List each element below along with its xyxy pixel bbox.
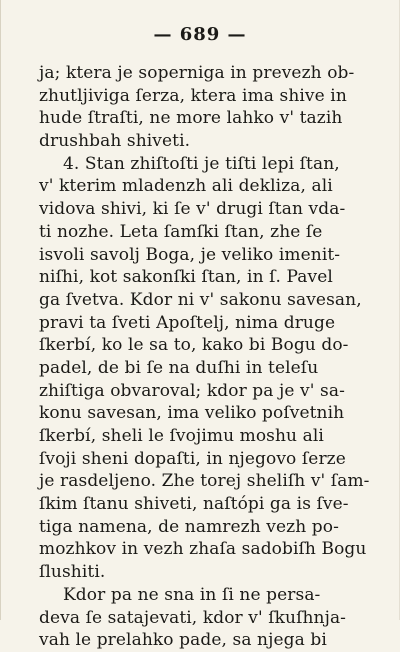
text-line: tiga namena, de namrezh vezh po- [39, 516, 339, 537]
paragraph-start-line: 4. Stan zhiſtoſti je tiſti lepi ſtan, [63, 153, 340, 174]
text-line: vidova shivi, ki ſe v' drugi ſtan vda- [39, 199, 346, 220]
text-line: vah le prelahko pade, sa njega bi [39, 630, 327, 651]
text-line: padel, de bi ſe na duſhi in teleſu [39, 357, 319, 378]
text-line: deva ſe satajevati, kdor v' ſkuſhnja- [39, 607, 347, 628]
text-line: hude ſtraſti, ne more lahko v' tazih [39, 108, 343, 129]
page-header [1, 24, 399, 45]
text-line: ga ſvetva. Kdor ni v' sakonu savesan, [39, 289, 362, 310]
paragraph-start-line: Kdor pa ne sna in ſi ne persa- [63, 584, 321, 605]
text-line: je rasdeljeno. Zhe torej sheliſh v' ſam- [39, 471, 370, 492]
text-line: ti nozhe. Leta ſamſki ſtan, zhe ſe [39, 221, 323, 242]
text-line: pravi ta ſveti Apoſtelj, nima druge [39, 312, 336, 333]
text-line: isvoli savolj Boga, je veliko imenit- [39, 244, 341, 265]
text-line: konu savesan, ima veliko poſvetnih [39, 403, 345, 424]
text-line: v' kterim mladenzh ali dekliza, ali [39, 176, 333, 197]
text-line: zhiſtiga obvaroval; kdor pa je v' sa- [39, 380, 345, 401]
text-line: zhutljiviga ſerza, ktera ima shive in [39, 85, 347, 106]
text-line: ſkerbí, sheli le ſvojimu moshu ali [39, 426, 324, 446]
text-line: niſhi, kot sakonſki ſtan, in ſ. Pavel [39, 267, 333, 288]
text-line: drushbah shiveti. [39, 131, 191, 152]
text-line: ſkerbí, ko le sa to, kako bi Bogu do- [39, 335, 349, 356]
page-text [39, 62, 369, 652]
text-line: ſlushiti. [39, 562, 106, 583]
page-number: — 689 — [153, 24, 247, 45]
text-line: mozhkov in vezh zhaſa sadobiſh Bogu [39, 539, 367, 560]
text-line: ja; ktera je soperniga in prevezh ob- [39, 63, 355, 83]
text-line: ſvoji sheni dopaſti, in njegovo ſerze [39, 448, 346, 469]
text-line: ſkim ſtanu shiveti, naſtópi ga is ſve- [39, 494, 349, 515]
